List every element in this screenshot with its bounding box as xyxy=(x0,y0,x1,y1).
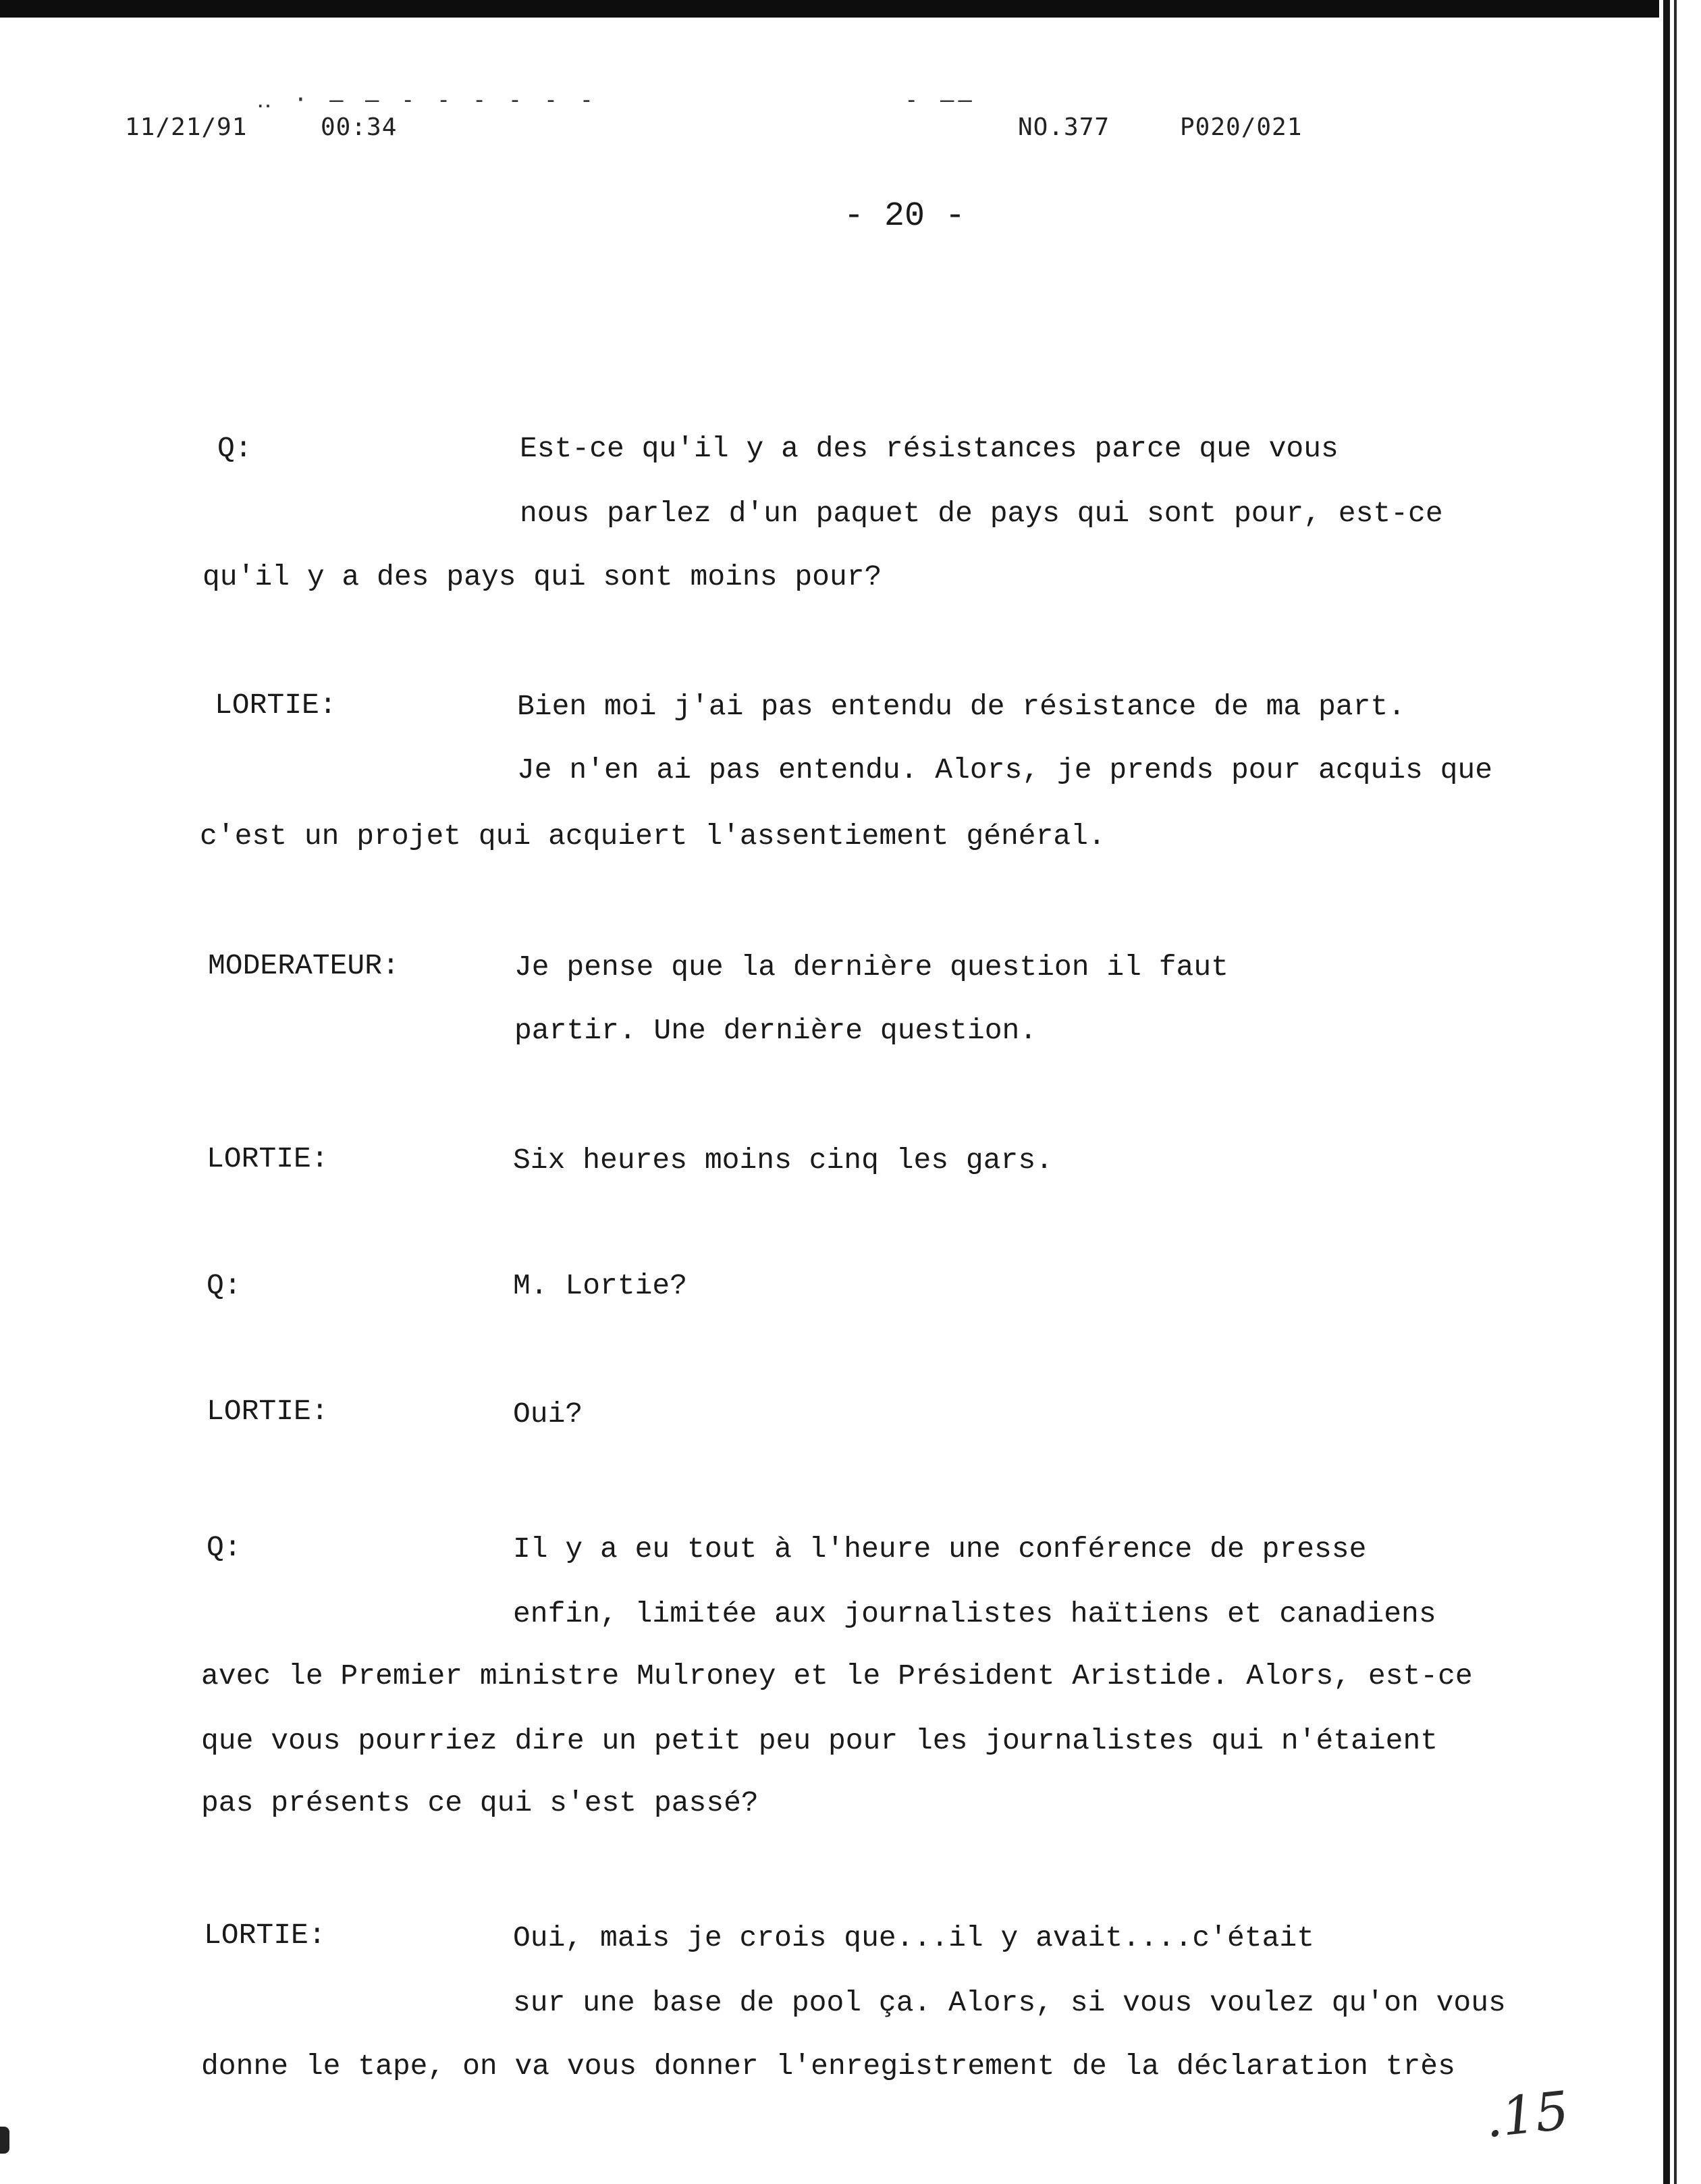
transcript-line: M. Lortie? xyxy=(513,1269,688,1302)
speaker-label: LORTIE: xyxy=(204,1919,326,1952)
scan-right-edge xyxy=(1659,0,1701,2184)
transcript-line: que vous pourriez dire un petit peu pour les journalistes qui n'étaient xyxy=(201,1724,1438,1757)
transcript-line: c'est un projet qui acquiert l'assentiement général. xyxy=(200,820,1106,853)
speaker-label: Q: xyxy=(217,432,252,465)
transcript-line: Je n'en ai pas entendu. Alors, je prends pour acquis que xyxy=(517,753,1493,787)
transcript-line: sur une base de pool ça. Alors, si vous voulez qu'on vous xyxy=(513,1986,1506,2019)
transcript-line: Il y a eu tout à l'heure une conférence de presse xyxy=(513,1533,1367,1566)
speaker-label: LORTIE: xyxy=(207,1142,329,1175)
speaker-label: LORTIE: xyxy=(207,1395,329,1428)
transcript-line: avec le Premier ministre Mulroney et le Président Aristide. Alors, est-ce xyxy=(201,1659,1473,1693)
fax-number: NO.377 xyxy=(1018,113,1110,141)
fax-header-noise: ‥ · ‒ ‒ ‐ ‐ ‐ ‐ ‐ ‐ xyxy=(256,86,598,113)
transcript-line: Bien moi j'ai pas entendu de résistance de ma part. xyxy=(517,690,1406,723)
transcript-line: Est-ce qu'il y a des résistances parce que vous xyxy=(520,432,1339,465)
transcript-line: Oui, mais je crois que...il y avait....c'était xyxy=(513,1921,1314,1954)
fax-header-noise-2: ‐ ‒‒ xyxy=(905,86,976,113)
transcript-line: Je pense que la dernière question il faut xyxy=(514,951,1228,984)
transcript-line: qu'il y a des pays qui sont moins pour? xyxy=(202,560,882,593)
transcript-line: Oui? xyxy=(513,1397,583,1431)
fax-page-count: P020/021 xyxy=(1180,113,1303,141)
page-number: - 20 - xyxy=(844,197,966,236)
transcript-line: Six heures moins cinq les gars. xyxy=(513,1144,1053,1177)
scan-left-speck xyxy=(0,2127,9,2154)
speaker-label: MODERATEUR: xyxy=(208,949,400,982)
fax-time: 00:34 xyxy=(321,113,398,141)
speaker-label: LORTIE: xyxy=(215,689,337,722)
transcript-line: nous parlez d'un paquet de pays qui sont pour, est-ce xyxy=(520,497,1443,530)
transcript-line: partir. Une dernière question. xyxy=(514,1014,1037,1047)
fax-date: 11/21/91 xyxy=(125,113,248,141)
transcript-line: enfin, limitée aux journalistes haïtiens et canadiens xyxy=(513,1597,1436,1630)
transcript-line: donne le tape, on va vous donner l'enregistrement de la déclaration très xyxy=(201,2050,1455,2083)
transcript-line: pas présents ce qui s'est passé? xyxy=(201,1786,759,1819)
handwritten-page-mark: .15 xyxy=(1482,2080,1572,2150)
speaker-label: Q: xyxy=(207,1531,242,1564)
speaker-label: Q: xyxy=(207,1269,242,1302)
scan-top-edge xyxy=(0,0,1701,18)
